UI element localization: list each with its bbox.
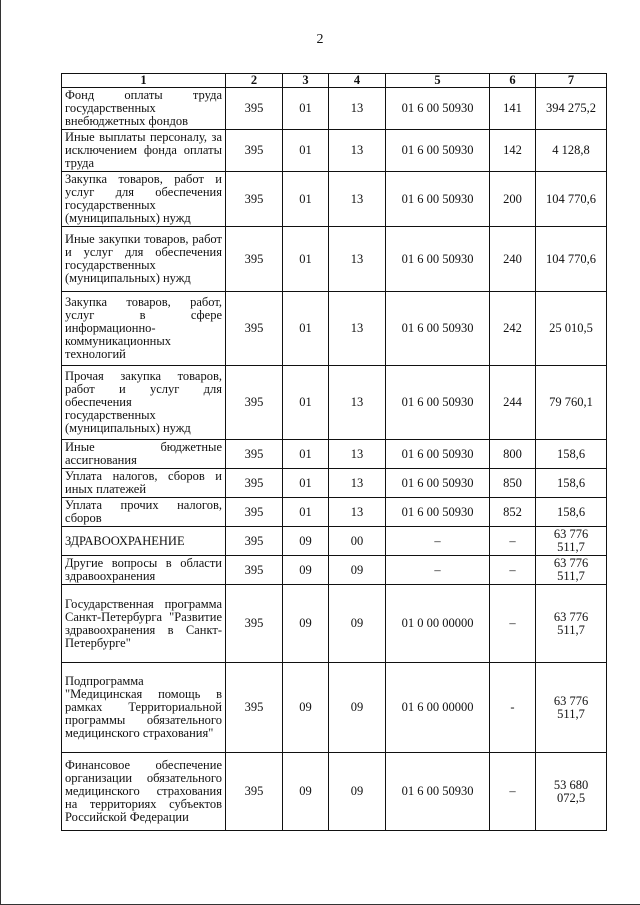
row-value-cell: 104 770,6: [536, 227, 607, 292]
row-value-cell: 63 776 511,7: [536, 663, 607, 753]
table-row: [62, 172, 607, 227]
row-value-cell: 53 680 072,5: [536, 753, 607, 831]
row-value-cell: 800: [490, 440, 536, 469]
table-row: [62, 556, 607, 585]
row-value-cell: 395: [226, 130, 283, 172]
table-row: [62, 88, 607, 130]
row-value-cell: 01 6 00 50930: [386, 366, 490, 440]
table-row: [62, 292, 607, 366]
row-value-cell: 13: [329, 292, 386, 366]
row-name-cell: Подпрограмма "Медицинская помощь в рамках Территориальной программы обязательного медицинского страхования": [62, 663, 226, 753]
row-value-cell: 09: [329, 753, 386, 831]
row-value-cell: 244: [490, 366, 536, 440]
column-header: 6: [490, 74, 536, 88]
row-value-cell: 240: [490, 227, 536, 292]
row-value-cell: 01: [283, 88, 329, 130]
row-value-cell: 01 6 00 50930: [386, 227, 490, 292]
row-value-cell: –: [490, 556, 536, 585]
row-value-cell: 13: [329, 366, 386, 440]
row-value-cell: 395: [226, 227, 283, 292]
row-value-cell: 141: [490, 88, 536, 130]
column-header: 7: [536, 74, 607, 88]
row-value-cell: 01: [283, 130, 329, 172]
row-value-cell: –: [490, 527, 536, 556]
row-value-cell: 25 010,5: [536, 292, 607, 366]
row-value-cell: –: [490, 585, 536, 663]
row-value-cell: 13: [329, 227, 386, 292]
row-value-cell: 01 6 00 50930: [386, 172, 490, 227]
row-value-cell: 395: [226, 527, 283, 556]
row-value-cell: 09: [329, 585, 386, 663]
row-value-cell: 63 776 511,7: [536, 585, 607, 663]
row-value-cell: 01 6 00 50930: [386, 469, 490, 498]
table-row: [62, 585, 607, 663]
row-value-cell: 158,6: [536, 498, 607, 527]
row-name-cell: Уплата прочих налогов, сборов: [62, 498, 226, 527]
row-value-cell: 13: [329, 172, 386, 227]
row-name-cell: Иные бюджетные ассигнования: [62, 440, 226, 469]
row-name-cell: ЗДРАВООХРАНЕНИЕ: [62, 527, 226, 556]
row-value-cell: 01: [283, 292, 329, 366]
row-value-cell: 01 6 00 50930: [386, 130, 490, 172]
row-value-cell: 01 6 00 50930: [386, 440, 490, 469]
row-value-cell: –: [386, 556, 490, 585]
row-value-cell: 09: [283, 585, 329, 663]
row-value-cell: 01: [283, 227, 329, 292]
row-value-cell: 395: [226, 753, 283, 831]
row-value-cell: 4 128,8: [536, 130, 607, 172]
column-header: 2: [226, 74, 283, 88]
table-row: [62, 527, 607, 556]
row-value-cell: 01 6 00 50930: [386, 498, 490, 527]
row-value-cell: 13: [329, 498, 386, 527]
row-value-cell: 104 770,6: [536, 172, 607, 227]
row-value-cell: -: [490, 663, 536, 753]
table-row: [62, 227, 607, 292]
row-value-cell: 00: [329, 527, 386, 556]
page-left-edge: [0, 0, 1, 905]
row-value-cell: 13: [329, 440, 386, 469]
row-value-cell: –: [490, 753, 536, 831]
column-header: 3: [283, 74, 329, 88]
row-name-cell: Другие вопросы в области здравоохранения: [62, 556, 226, 585]
row-value-cell: 242: [490, 292, 536, 366]
row-name-cell: Уплата налогов, сборов и иных платежей: [62, 469, 226, 498]
row-value-cell: 395: [226, 663, 283, 753]
row-value-cell: 395: [226, 88, 283, 130]
row-value-cell: 63 776 511,7: [536, 556, 607, 585]
row-value-cell: 09: [283, 753, 329, 831]
row-value-cell: 13: [329, 130, 386, 172]
table-row: [62, 469, 607, 498]
row-name-cell: Закупка товаров, работ, услуг в сфере информационно-коммуникационных технологий: [62, 292, 226, 366]
row-name-cell: Иные выплаты персоналу, за исключением фонда оплаты труда: [62, 130, 226, 172]
row-value-cell: 158,6: [536, 440, 607, 469]
row-value-cell: 01: [283, 172, 329, 227]
row-value-cell: 142: [490, 130, 536, 172]
row-value-cell: 13: [329, 469, 386, 498]
row-name-cell: Закупка товаров, работ и услуг для обеспечения государственных (муниципальных) нужд: [62, 172, 226, 227]
row-value-cell: 01: [283, 366, 329, 440]
column-header: 5: [386, 74, 490, 88]
row-value-cell: 01 6 00 50930: [386, 292, 490, 366]
table-row: [62, 440, 607, 469]
row-name-cell: Финансовое обеспечение организации обязательного медицинского страхования на территориях субъектов Российской Федерации: [62, 753, 226, 831]
row-value-cell: 01 0 00 00000: [386, 585, 490, 663]
row-value-cell: 395: [226, 556, 283, 585]
row-value-cell: 09: [329, 663, 386, 753]
page-number: 2: [316, 32, 324, 47]
row-value-cell: 09: [329, 556, 386, 585]
row-value-cell: 395: [226, 585, 283, 663]
column-header: 4: [329, 74, 386, 88]
table-body: [62, 88, 607, 831]
row-value-cell: 09: [283, 556, 329, 585]
budget-table: [61, 73, 607, 831]
table-row: [62, 663, 607, 753]
row-value-cell: 01 6 00 50930: [386, 753, 490, 831]
table-row: [62, 130, 607, 172]
row-value-cell: 01 6 00 50930: [386, 88, 490, 130]
row-value-cell: 200: [490, 172, 536, 227]
row-value-cell: 63 776 511,7: [536, 527, 607, 556]
row-value-cell: 01: [283, 469, 329, 498]
row-value-cell: 395: [226, 498, 283, 527]
row-value-cell: 158,6: [536, 469, 607, 498]
row-value-cell: 09: [283, 527, 329, 556]
row-name-cell: Фонд оплаты труда государственных внебюджетных фондов: [62, 88, 226, 130]
row-value-cell: 01 6 00 00000: [386, 663, 490, 753]
row-name-cell: Государственная программа Санкт-Петербурга "Развитие здравоохранения в Санкт-Петербурге": [62, 585, 226, 663]
row-value-cell: 852: [490, 498, 536, 527]
table-row: [62, 366, 607, 440]
row-value-cell: 01: [283, 440, 329, 469]
row-name-cell: Прочая закупка товаров, работ и услуг для обеспечения государственных (муниципальных) нужд: [62, 366, 226, 440]
row-value-cell: 395: [226, 440, 283, 469]
row-value-cell: 850: [490, 469, 536, 498]
row-name-cell: Иные закупки товаров, работ и услуг для обеспечения государственных (муниципальных) нужд: [62, 227, 226, 292]
row-value-cell: 01: [283, 498, 329, 527]
row-value-cell: 395: [226, 172, 283, 227]
table-row: [62, 753, 607, 831]
row-value-cell: 79 760,1: [536, 366, 607, 440]
row-value-cell: 395: [226, 469, 283, 498]
row-value-cell: 395: [226, 292, 283, 366]
row-value-cell: 394 275,2: [536, 88, 607, 130]
table-row: [62, 498, 607, 527]
column-header: 1: [62, 74, 226, 88]
row-value-cell: –: [386, 527, 490, 556]
row-value-cell: 09: [283, 663, 329, 753]
row-value-cell: 13: [329, 88, 386, 130]
row-value-cell: 395: [226, 366, 283, 440]
table-header-row: [62, 74, 607, 88]
